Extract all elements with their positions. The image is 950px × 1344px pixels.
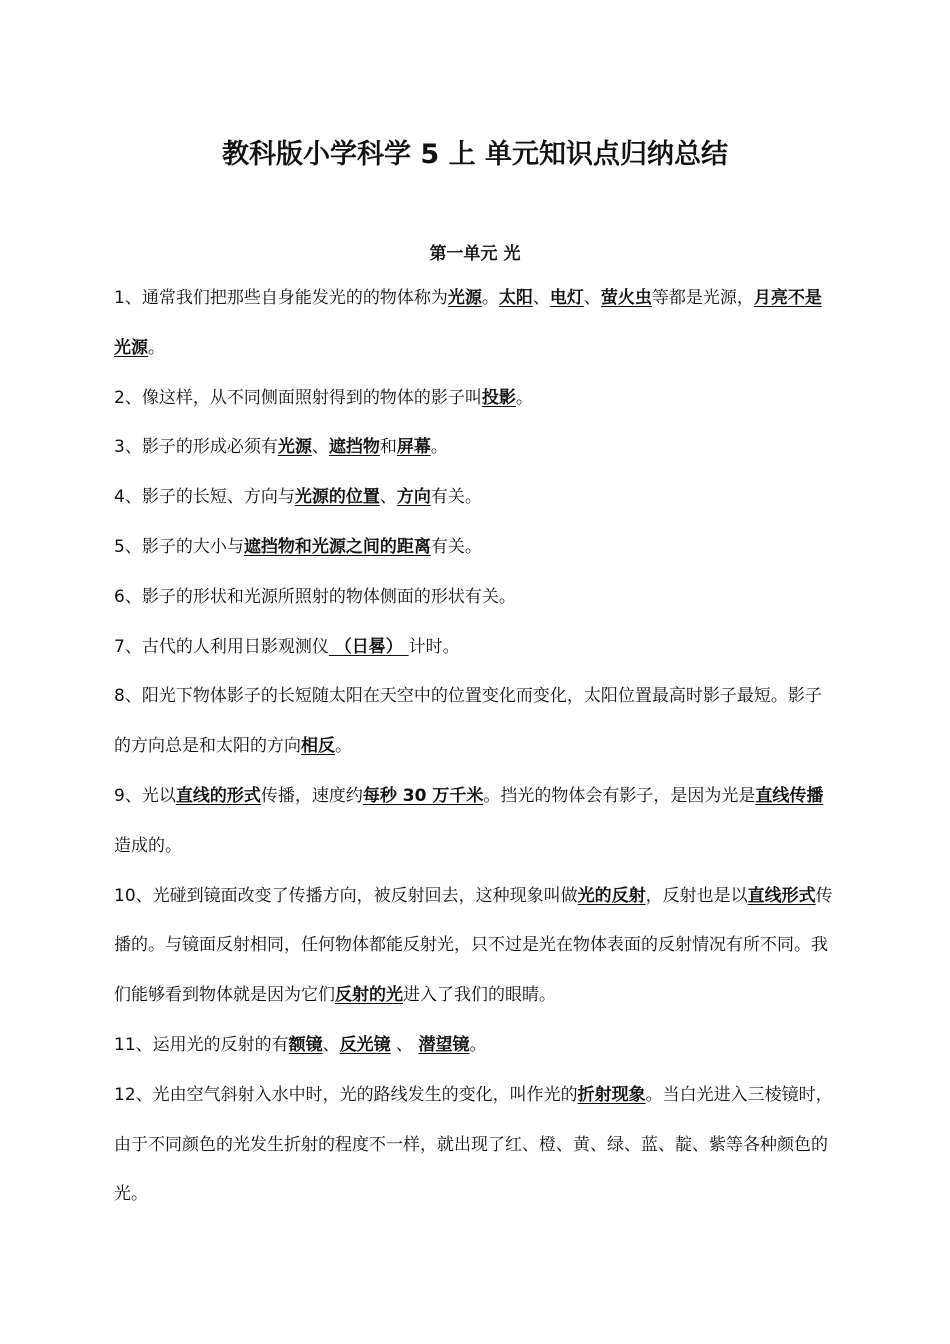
text-segment: 11、运用光的反射的有 bbox=[114, 1034, 289, 1055]
text-segment: 。 bbox=[481, 288, 499, 308]
text-segment: 7、古代的人利用日影观测仪 bbox=[114, 636, 329, 657]
text-segment: 5、影子的大小与 bbox=[114, 536, 244, 557]
keyword: 屏幕 bbox=[396, 437, 431, 458]
text-segment: 、 bbox=[532, 288, 550, 308]
keyword: 直线形式 bbox=[747, 885, 816, 906]
knowledge-point-7 bbox=[114, 623, 836, 673]
keyword: 光的反射 bbox=[577, 885, 646, 906]
knowledge-point-12 bbox=[114, 1071, 836, 1220]
keyword: 光源 bbox=[277, 437, 312, 458]
keyword: 太阳 bbox=[498, 288, 533, 308]
text-segment: ，反射也是以 bbox=[645, 885, 748, 906]
keyword: 额镜 bbox=[288, 1034, 323, 1055]
text-segment: 、 bbox=[322, 1034, 340, 1055]
text-segment: 2、像这样，从不同侧面照射得到的物体的影子叫 bbox=[114, 387, 482, 408]
keyword: 月亮不是光源 bbox=[114, 288, 822, 358]
keyword: （日晷） bbox=[328, 636, 409, 657]
text-segment: 10、光碰到镜面改变了传播方向，被反射回去，这种现象叫做 bbox=[114, 885, 578, 906]
knowledge-point-1 bbox=[114, 274, 836, 374]
text-segment: 传播，速度约 bbox=[260, 785, 363, 806]
text-segment: 4、影子的长短、方向与 bbox=[114, 487, 295, 508]
document-body bbox=[114, 274, 836, 1220]
text-segment: 8、阳光下物体影子的长短随太阳在天空中的位置变化而变化，太阳位置最高时影子最短。影子的方向总是和太阳的方向 bbox=[114, 686, 822, 757]
keyword: 折射现象 bbox=[577, 1084, 646, 1105]
text-segment: 有关。 bbox=[430, 487, 482, 508]
text-segment: 有关。 bbox=[430, 536, 482, 557]
knowledge-point-6 bbox=[114, 573, 836, 623]
knowledge-point-3 bbox=[114, 423, 836, 473]
knowledge-point-5 bbox=[114, 523, 836, 573]
knowledge-point-10 bbox=[114, 872, 836, 1021]
keyword: 反射的光 bbox=[335, 985, 403, 1006]
text-segment: 计时。 bbox=[408, 636, 460, 657]
section-title: 第一单元 光 bbox=[429, 244, 521, 264]
text-segment: 、 bbox=[379, 487, 397, 508]
keyword: 光源的位置 bbox=[294, 487, 380, 508]
keyword: 投影 bbox=[481, 387, 516, 408]
document-title: 教科版小学科学 5 上 单元知识点归纳总结 bbox=[222, 139, 728, 170]
keyword: 光源 bbox=[447, 288, 482, 308]
text-segment: 和 bbox=[379, 437, 397, 458]
text-segment: 9、光以 bbox=[114, 785, 176, 806]
text-segment: 。 bbox=[335, 736, 352, 757]
text-segment: 3、影子的形成必须有 bbox=[114, 437, 278, 458]
keyword: 潜望镜 bbox=[418, 1034, 470, 1055]
keyword: 相反 bbox=[301, 736, 335, 757]
text-segment: 6、影子的形状和光源所照射的物体侧面的形状有关。 bbox=[114, 586, 516, 607]
keyword: 萤火虫 bbox=[600, 288, 652, 308]
text-segment: 。 bbox=[469, 1034, 487, 1055]
text-segment: 、 bbox=[583, 288, 601, 308]
keyword: 电灯 bbox=[549, 288, 584, 308]
keyword: 直线的形式 bbox=[175, 785, 261, 806]
knowledge-point-4 bbox=[114, 473, 836, 523]
keyword: 方向 bbox=[396, 487, 431, 508]
keyword: 直线传播 bbox=[755, 785, 824, 806]
text-segment: 。挡光的物体会有影子，是因为光是 bbox=[483, 785, 756, 806]
text-segment: 、 bbox=[390, 1034, 419, 1055]
text-segment: 造成的。 bbox=[114, 835, 182, 856]
keyword: 每秒 30 万千米 bbox=[362, 785, 484, 806]
text-segment: 传播的。与镜面反射相同，任何物体都能反射光，只不过是光在物体表面的反射情况有所不同。我们能够看到物体就是因为它们 bbox=[114, 885, 833, 1006]
text-segment: 1、通常我们把那些自身能发光的的物体称为 bbox=[114, 288, 448, 308]
keyword: 反光镜 bbox=[339, 1034, 391, 1055]
text-segment: 进入了我们的眼睛。 bbox=[403, 985, 556, 1006]
knowledge-point-8 bbox=[114, 672, 836, 772]
keyword: 遮挡物 bbox=[328, 437, 380, 458]
knowledge-point-11 bbox=[114, 1021, 836, 1071]
text-segment: 。 bbox=[515, 387, 533, 408]
text-segment: 等都是光源， bbox=[651, 288, 754, 308]
text-segment: 。 bbox=[148, 337, 165, 358]
text-segment: 12、光由空气斜射入水中时，光的路线发生的变化，叫作光的 bbox=[114, 1084, 578, 1105]
text-segment: 。 bbox=[430, 437, 448, 458]
text-segment: 、 bbox=[311, 437, 329, 458]
keyword: 遮挡物和光源之间的距离 bbox=[243, 536, 431, 557]
knowledge-point-9 bbox=[114, 772, 836, 872]
knowledge-point-2 bbox=[114, 374, 836, 424]
text-segment: 。当白光进入三棱镜时，由于不同颜色的光发生折射的程度不一样，就出现了红、橙、黄、绿、蓝、靛、紫等各种颜色的光。 bbox=[114, 1084, 833, 1205]
